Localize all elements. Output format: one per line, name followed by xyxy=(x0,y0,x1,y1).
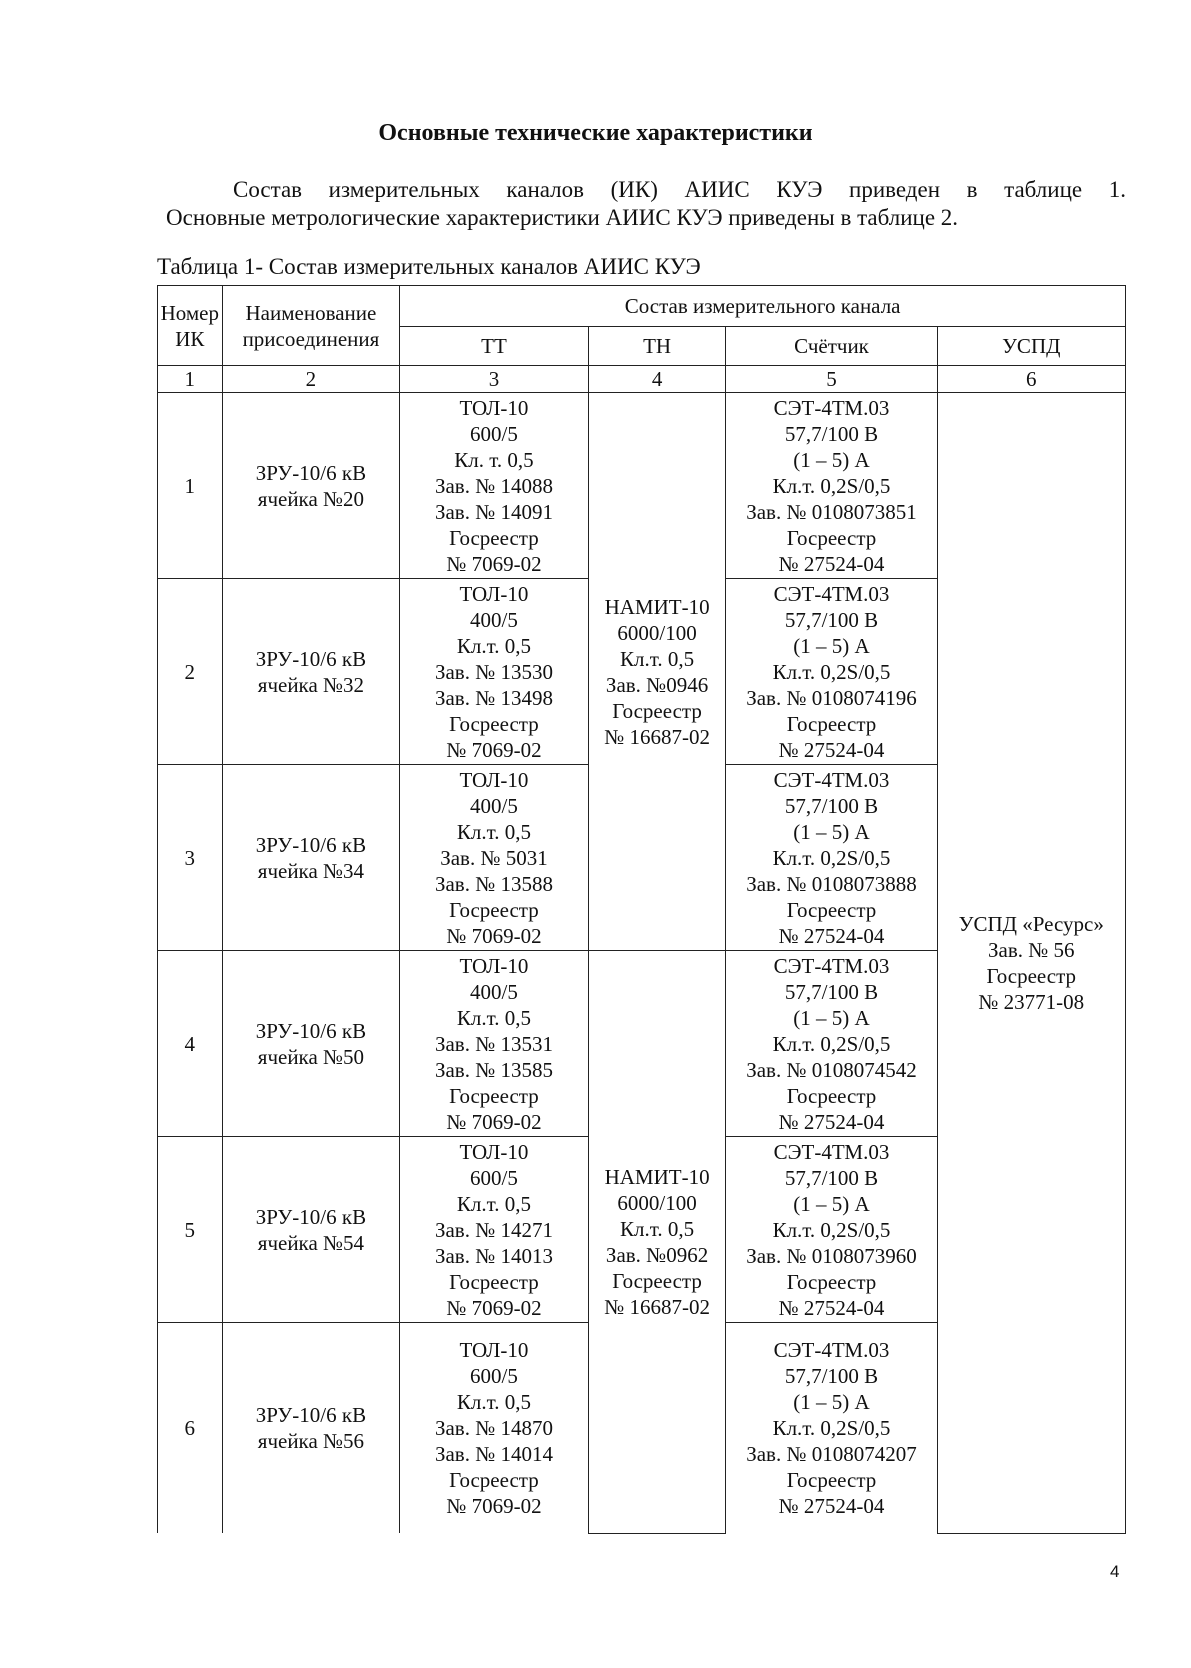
page-title: Основные технические характеристики xyxy=(378,120,813,146)
row-name: ЗРУ-10/6 кВ ячейка №50 xyxy=(222,951,400,1137)
intro-text xyxy=(166,176,1126,232)
row-meter: СЭТ-4ТМ.03 57,7/100 В (1 – 5) А Кл.т. 0,2S/0,5 Зав. № 0108073851 Госреестр № 27524-04 xyxy=(726,393,937,579)
row-meter: СЭТ-4ТМ.03 57,7/100 В (1 – 5) А Кл.т. 0,2S/0,5 Зав. № 0108073888 Госреестр № 27524-04 xyxy=(726,765,937,951)
col-number: 5 xyxy=(726,366,937,393)
row-meter: СЭТ-4ТМ.03 57,7/100 В (1 – 5) А Кл.т. 0,2S/0,5 Зав. № 0108073960 Госреестр № 27524-04 xyxy=(726,1137,937,1323)
page-number: 4 xyxy=(1110,1562,1120,1581)
intro-line-2: Основные метрологические характеристики АИИС КУЭ приведены в таблице 2. xyxy=(166,205,959,230)
row-name: ЗРУ-10/6 кВ ячейка №34 xyxy=(222,765,400,951)
header-num: Номер ИК xyxy=(158,286,223,366)
row-num: 6 xyxy=(158,1323,223,1534)
row-meter: СЭТ-4ТМ.03 57,7/100 В (1 – 5) А Кл.т. 0,2S/0,5 Зав. № 0108074207 Госреестр № 27524-04 xyxy=(726,1323,937,1534)
row-num: 2 xyxy=(158,579,223,765)
row-tt: ТОЛ-10 600/5 Кл. т. 0,5 Зав. № 14088 Зав. № 14091 Госреестр № 7069-02 xyxy=(400,393,588,579)
col-number: 4 xyxy=(588,366,726,393)
col-number: 2 xyxy=(222,366,400,393)
row-name: ЗРУ-10/6 кВ ячейка №54 xyxy=(222,1137,400,1323)
table-row xyxy=(158,393,1126,579)
row-tt: ТОЛ-10 600/5 Кл.т. 0,5 Зав. № 14870 Зав. № 14014 Госреестр № 7069-02 xyxy=(400,1323,588,1534)
header-meter: Счётчик xyxy=(726,327,937,366)
measurement-channels-table xyxy=(157,285,1126,1534)
row-meter: СЭТ-4ТМ.03 57,7/100 В (1 – 5) А Кл.т. 0,2S/0,5 Зав. № 0108074542 Госреестр № 27524-04 xyxy=(726,951,937,1137)
row-num: 1 xyxy=(158,393,223,579)
col-number: 3 xyxy=(400,366,588,393)
table-caption: Таблица 1- Состав измерительных каналов АИИС КУЭ xyxy=(157,254,701,279)
header-tt: ТТ xyxy=(400,327,588,366)
row-name: ЗРУ-10/6 кВ ячейка №32 xyxy=(222,579,400,765)
tn-group-2: НАМИТ-10 6000/100 Кл.т. 0,5 Зав. №0962 Госреестр № 16687-02 xyxy=(588,951,726,1534)
row-tt: ТОЛ-10 400/5 Кл.т. 0,5 Зав. № 5031 Зав. № 13588 Госреестр № 7069-02 xyxy=(400,765,588,951)
row-tt: ТОЛ-10 600/5 Кл.т. 0,5 Зав. № 14271 Зав. № 14013 Госреестр № 7069-02 xyxy=(400,1137,588,1323)
row-meter: СЭТ-4ТМ.03 57,7/100 В (1 – 5) А Кл.т. 0,2S/0,5 Зав. № 0108074196 Госреестр № 27524-04 xyxy=(726,579,937,765)
row-num: 4 xyxy=(158,951,223,1137)
header-tn: ТН xyxy=(588,327,726,366)
row-tt: ТОЛ-10 400/5 Кл.т. 0,5 Зав. № 13530 Зав. № 13498 Госреестр № 7069-02 xyxy=(400,579,588,765)
header-uspd: УСПД xyxy=(937,327,1125,366)
intro-line-1: Состав измерительных каналов (ИК) АИИС КУЭ приведен в таблице 1. xyxy=(233,177,1126,202)
row-name: ЗРУ-10/6 кВ ячейка №20 xyxy=(222,393,400,579)
header-name: Наименование присоединения xyxy=(222,286,400,366)
row-num: 5 xyxy=(158,1137,223,1323)
row-name: ЗРУ-10/6 кВ ячейка №56 xyxy=(222,1323,400,1534)
row-num: 3 xyxy=(158,765,223,951)
uspd-cell: УСПД «Ресурс» Зав. № 56 Госреестр № 23771-08 xyxy=(937,393,1125,1534)
row-tt: ТОЛ-10 400/5 Кл.т. 0,5 Зав. № 13531 Зав. № 13585 Госреестр № 7069-02 xyxy=(400,951,588,1137)
col-number: 6 xyxy=(937,366,1125,393)
col-number: 1 xyxy=(158,366,223,393)
tn-group-1: НАМИТ-10 6000/100 Кл.т. 0,5 Зав. №0946 Госреестр № 16687-02 xyxy=(588,393,726,951)
header-composition: Состав измерительного канала xyxy=(400,286,1126,327)
